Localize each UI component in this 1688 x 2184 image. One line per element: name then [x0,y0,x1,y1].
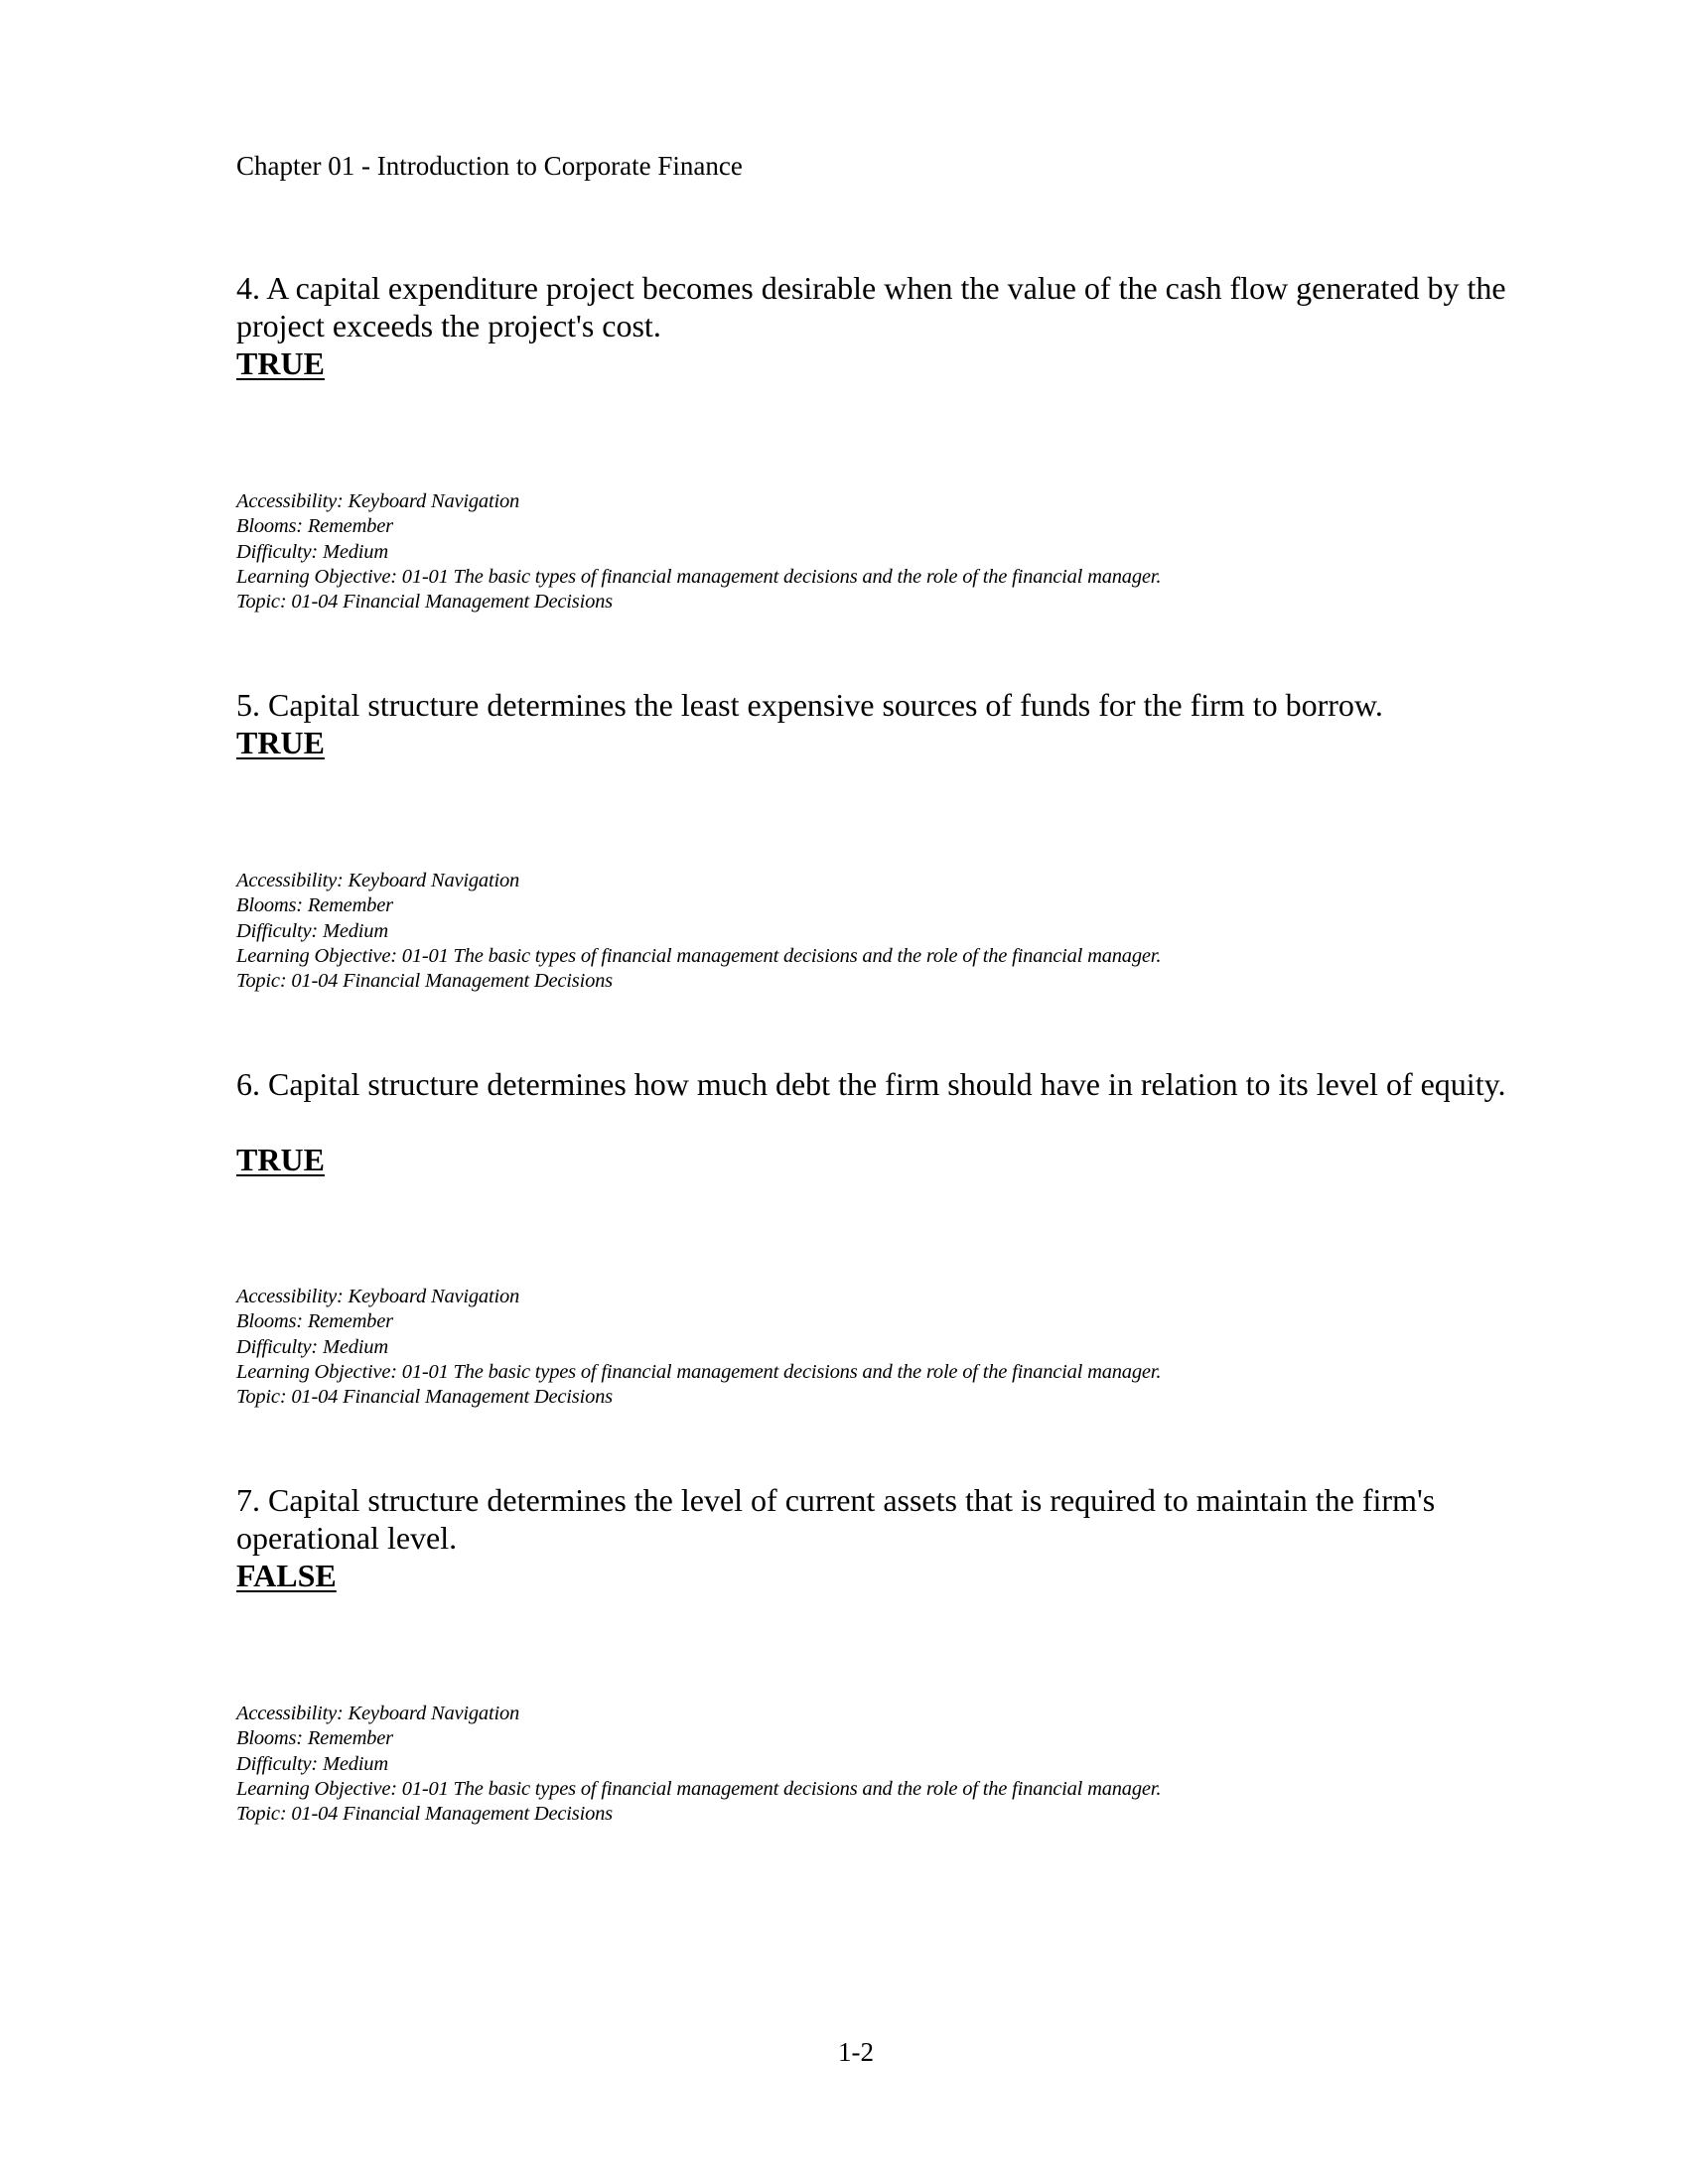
meta-blooms: Blooms: Remember [236,894,393,917]
question-text: 5. Capital structure determines the least expensive sources of funds for the firm to borrow. [236,687,1383,723]
meta-topic: Topic: 01-04 Financial Management Decisions [236,1386,613,1409]
answer-label: TRUE [236,725,325,760]
meta-learning-objective: Learning Objective: 01-01 The basic types of financial management decisions and the role of the financial manager. [236,1360,1162,1383]
meta-accessibility: Accessibility: Keyboard Navigation [236,490,520,512]
meta-accessibility: Accessibility: Keyboard Navigation [236,870,520,891]
meta-topic: Topic: 01-04 Financial Management Decisions [236,591,613,614]
meta-difficulty: Difficulty: Medium [236,540,388,563]
meta-learning-objective: Learning Objective: 01-01 The basic types of financial management decisions and the role of the financial manager. [236,1777,1162,1800]
meta-topic: Topic: 01-04 Financial Management Decisions [236,970,613,993]
meta-topic: Topic: 01-04 Financial Management Decisions [236,1803,613,1826]
meta-difficulty: Difficulty: Medium [236,919,388,942]
question-metadata [236,489,1161,614]
meta-difficulty: Difficulty: Medium [236,1335,388,1358]
meta-accessibility: Accessibility: Keyboard Navigation [236,1703,520,1724]
answer-label: FALSE [236,1558,337,1593]
meta-blooms: Blooms: Remember [236,1727,393,1750]
question-text: 4. A capital expenditure project becomes desirable when the value of the cash flow generated by the project exceeds the project's cost. [236,270,1506,343]
meta-difficulty: Difficulty: Medium [236,1752,388,1775]
question-text: 6. Capital structure determines how much debt the firm should have in relation to its level of equity. [236,1066,1506,1102]
question-metadata [236,1285,1161,1410]
page-header: Chapter 01 - Introduction to Corporate Finance [236,151,743,181]
meta-learning-objective: Learning Objective: 01-01 The basic types of financial management decisions and the role of the financial manager. [236,565,1162,588]
page-number: 1-2 [838,2037,874,2067]
meta-blooms: Blooms: Remember [236,515,393,538]
meta-learning-objective: Learning Objective: 01-01 The basic types of financial management decisions and the role of the financial manager. [236,944,1162,967]
meta-blooms: Blooms: Remember [236,1310,393,1333]
question-metadata [236,1702,1161,1827]
question-text: 7. Capital structure determines the level of current assets that is required to maintain the firm's operational level. [236,1482,1436,1556]
question-metadata [236,869,1161,994]
answer-label: TRUE [236,345,325,381]
answer-label: TRUE [236,1142,325,1177]
meta-accessibility: Accessibility: Keyboard Navigation [236,1286,520,1307]
